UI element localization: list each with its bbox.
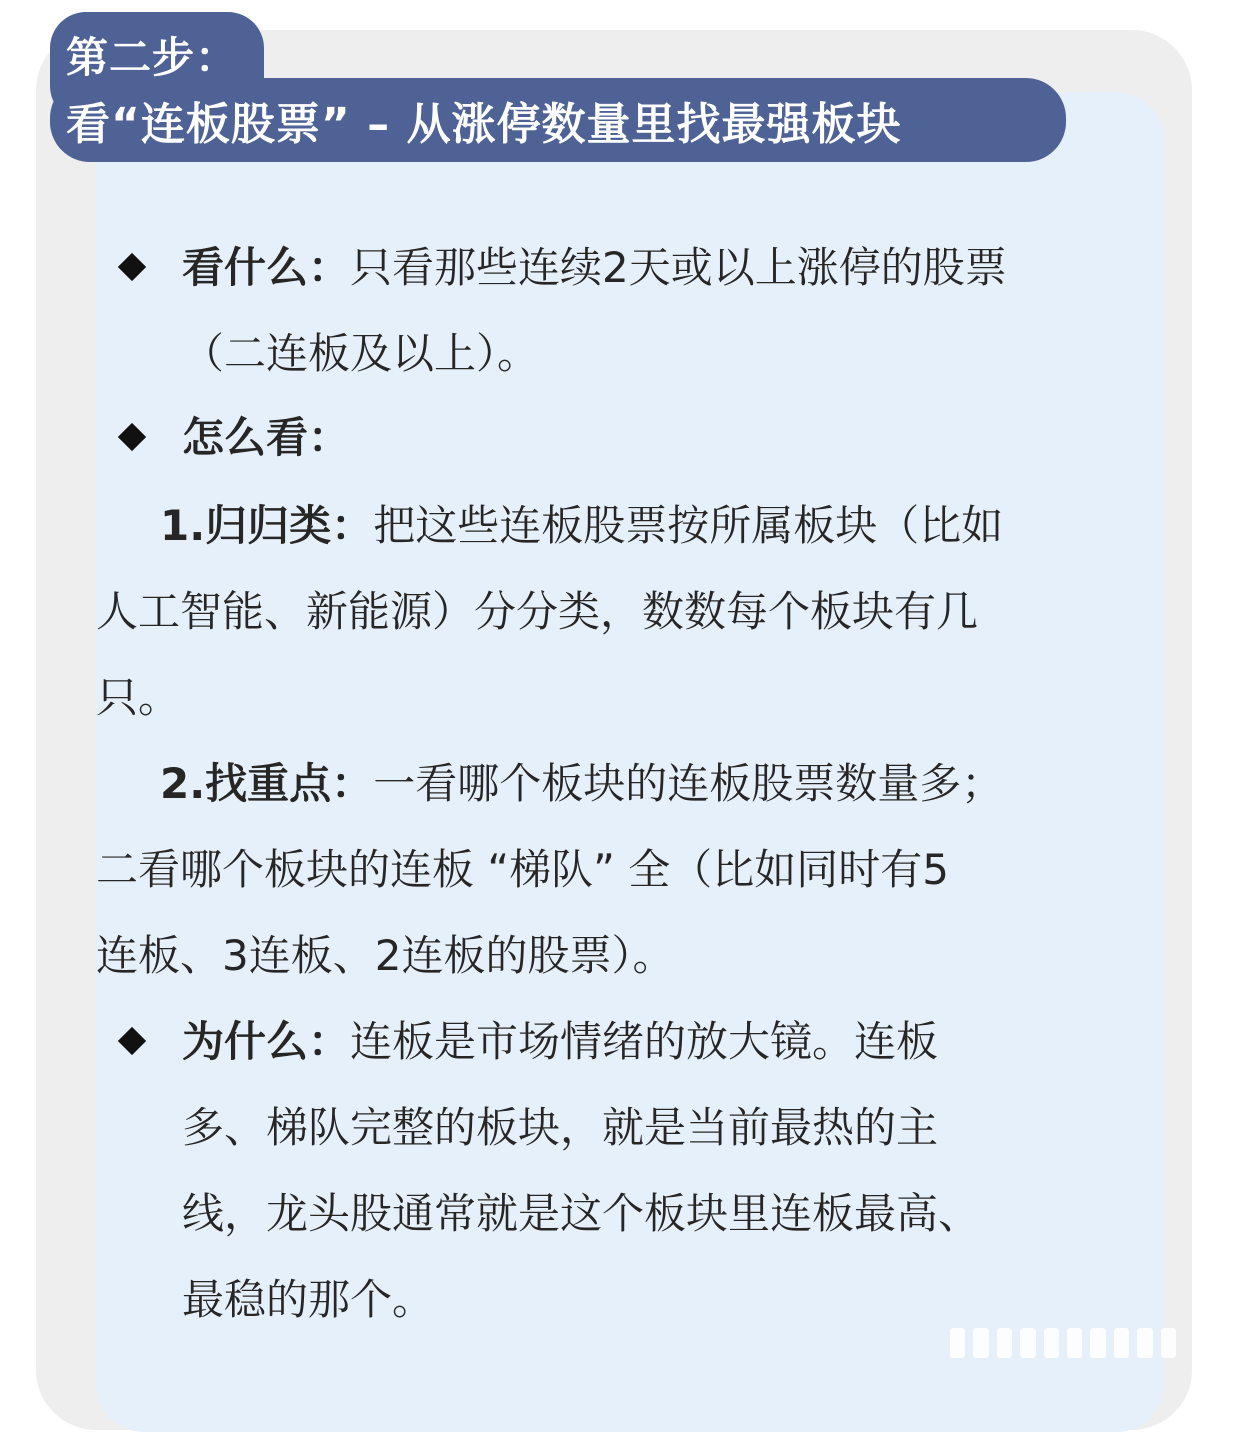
why-label: 为什么：	[182, 1017, 351, 1066]
what-line-2: （二连板及以上）。	[182, 329, 540, 378]
step2-line-3: 连板、3连板、2连板的股票）。	[96, 931, 675, 980]
why-text-1: 连板是市场情绪的放大镜。连板	[350, 1017, 939, 1066]
step-label: 第二步：	[66, 33, 239, 82]
what-label: 看什么：	[182, 243, 351, 292]
step2-line-2: 二看哪个板块的连板 “梯队” 全（比如同时有5	[96, 845, 949, 894]
step2-label: 2.找重点：	[160, 759, 374, 808]
why-line-4: 最稳的那个。	[182, 1275, 435, 1324]
how-label: 怎么看：	[182, 413, 351, 462]
step1-label: 1.归归类：	[160, 501, 374, 550]
watermark	[950, 1328, 1176, 1358]
why-line-3: 线，龙头股通常就是这个板块里连板最高、	[182, 1189, 981, 1238]
why-line-1	[182, 1014, 938, 1070]
step1-line-3: 只。	[96, 673, 181, 722]
what-text-1: 只看那些连续2天或以上涨停的股票	[350, 243, 1007, 292]
step1-line-1	[160, 498, 1003, 554]
step1-line-2: 人工智能、新能源）分分类，数数每个板块有几	[96, 587, 979, 636]
step1-text-1: 把这些连板股票按所属板块（比如	[373, 501, 1004, 550]
step2-line-1	[160, 756, 1003, 812]
section-title: 看“连板股票” – 从涨停数量里找最强板块	[66, 99, 902, 150]
why-line-2: 多、梯队完整的板块，就是当前最热的主	[182, 1103, 939, 1152]
what-line-1	[182, 240, 1007, 296]
step2-text-1: 一看哪个板块的连板股票数量多；	[373, 759, 1004, 808]
